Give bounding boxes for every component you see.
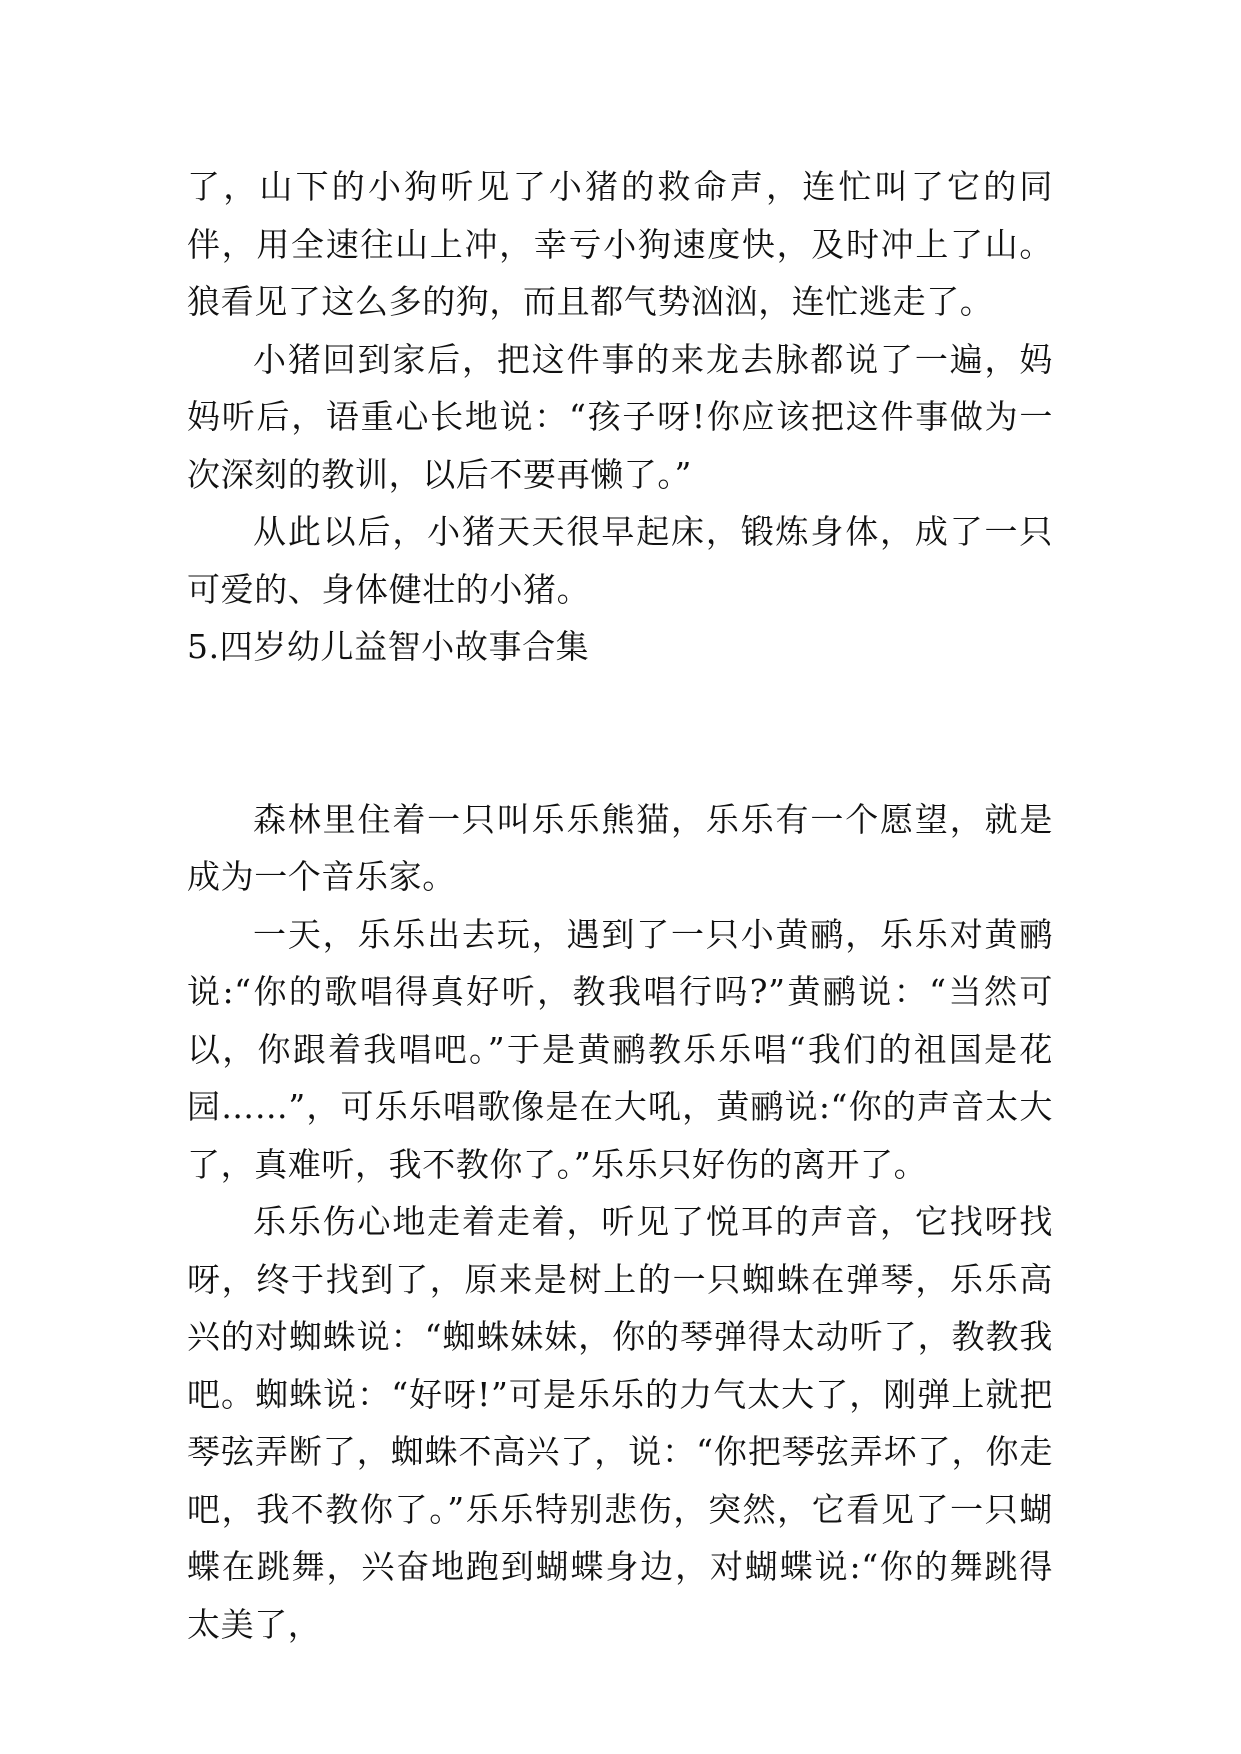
paragraph-pig-ending: 从此以后，小猪天天很早起床，锻炼身体，成了一只可爱的、身体健壮的小猪。 [187,512,1053,609]
paragraph-continuation: 了，山下的小狗听见了小猪的救命声，连忙叫了它的同伴，用全速往山上冲，幸亏小狗速度快，及时冲上了山。狼看见了这么多的狗，而且都气势汹汹，连忙逃走了。 [187,167,1053,321]
section-spacer [187,676,1053,791]
paragraph-panda-intro: 森林里住着一只叫乐乐熊猫，乐乐有一个愿望，就是成为一个音乐家。 [187,799,1053,896]
paragraph-mother-advice: 小猪回到家后，把这件事的来龙去脉都说了一遍，妈妈听后，语重心长地说：“孩子呀!你应该把这件事做为一次深刻的教训，以后不要再懒了。” [187,339,1053,494]
paragraph-oriole: 一天，乐乐出去玩，遇到了一只小黄鹂，乐乐对黄鹂说:“你的歌唱得真好听，教我唱行吗?”黄鹂说：“当然可以，你跟着我唱吧。”于是黄鹂教乐乐唱“我们的祖国是花园……”，可乐乐唱歌像是在大吼，黄鹂说:“你的声音太大了，真难听，我不教你了。”乐乐只好伤的离开了。 [187,914,1053,1184]
paragraph-spider: 乐乐伤心地走着走着，听见了悦耳的声音，它找呀找呀，终于找到了，原来是树上的一只蜘蛛在弹琴，乐乐高兴的对蜘蛛说：“蜘蛛妹妹，你的琴弹得太动听了，教教我吧。蜘蛛说：“好呀!”可是乐乐的力气太大了，刚弹上就把琴弦弄断了，蜘蛛不高兴了，说：“你把琴弦弄坏了，你走吧，我不教你了。”乐乐特别悲伤，突然，它看见了一只蝴蝶在跳舞，兴奋地跑到蝴蝶身边，对蝴蝶说:“你的舞跳得太美了， [187,1202,1053,1644]
section-heading: 5.四岁幼儿益智小故事合集 [187,627,590,666]
document-body [187,158,1053,1653]
